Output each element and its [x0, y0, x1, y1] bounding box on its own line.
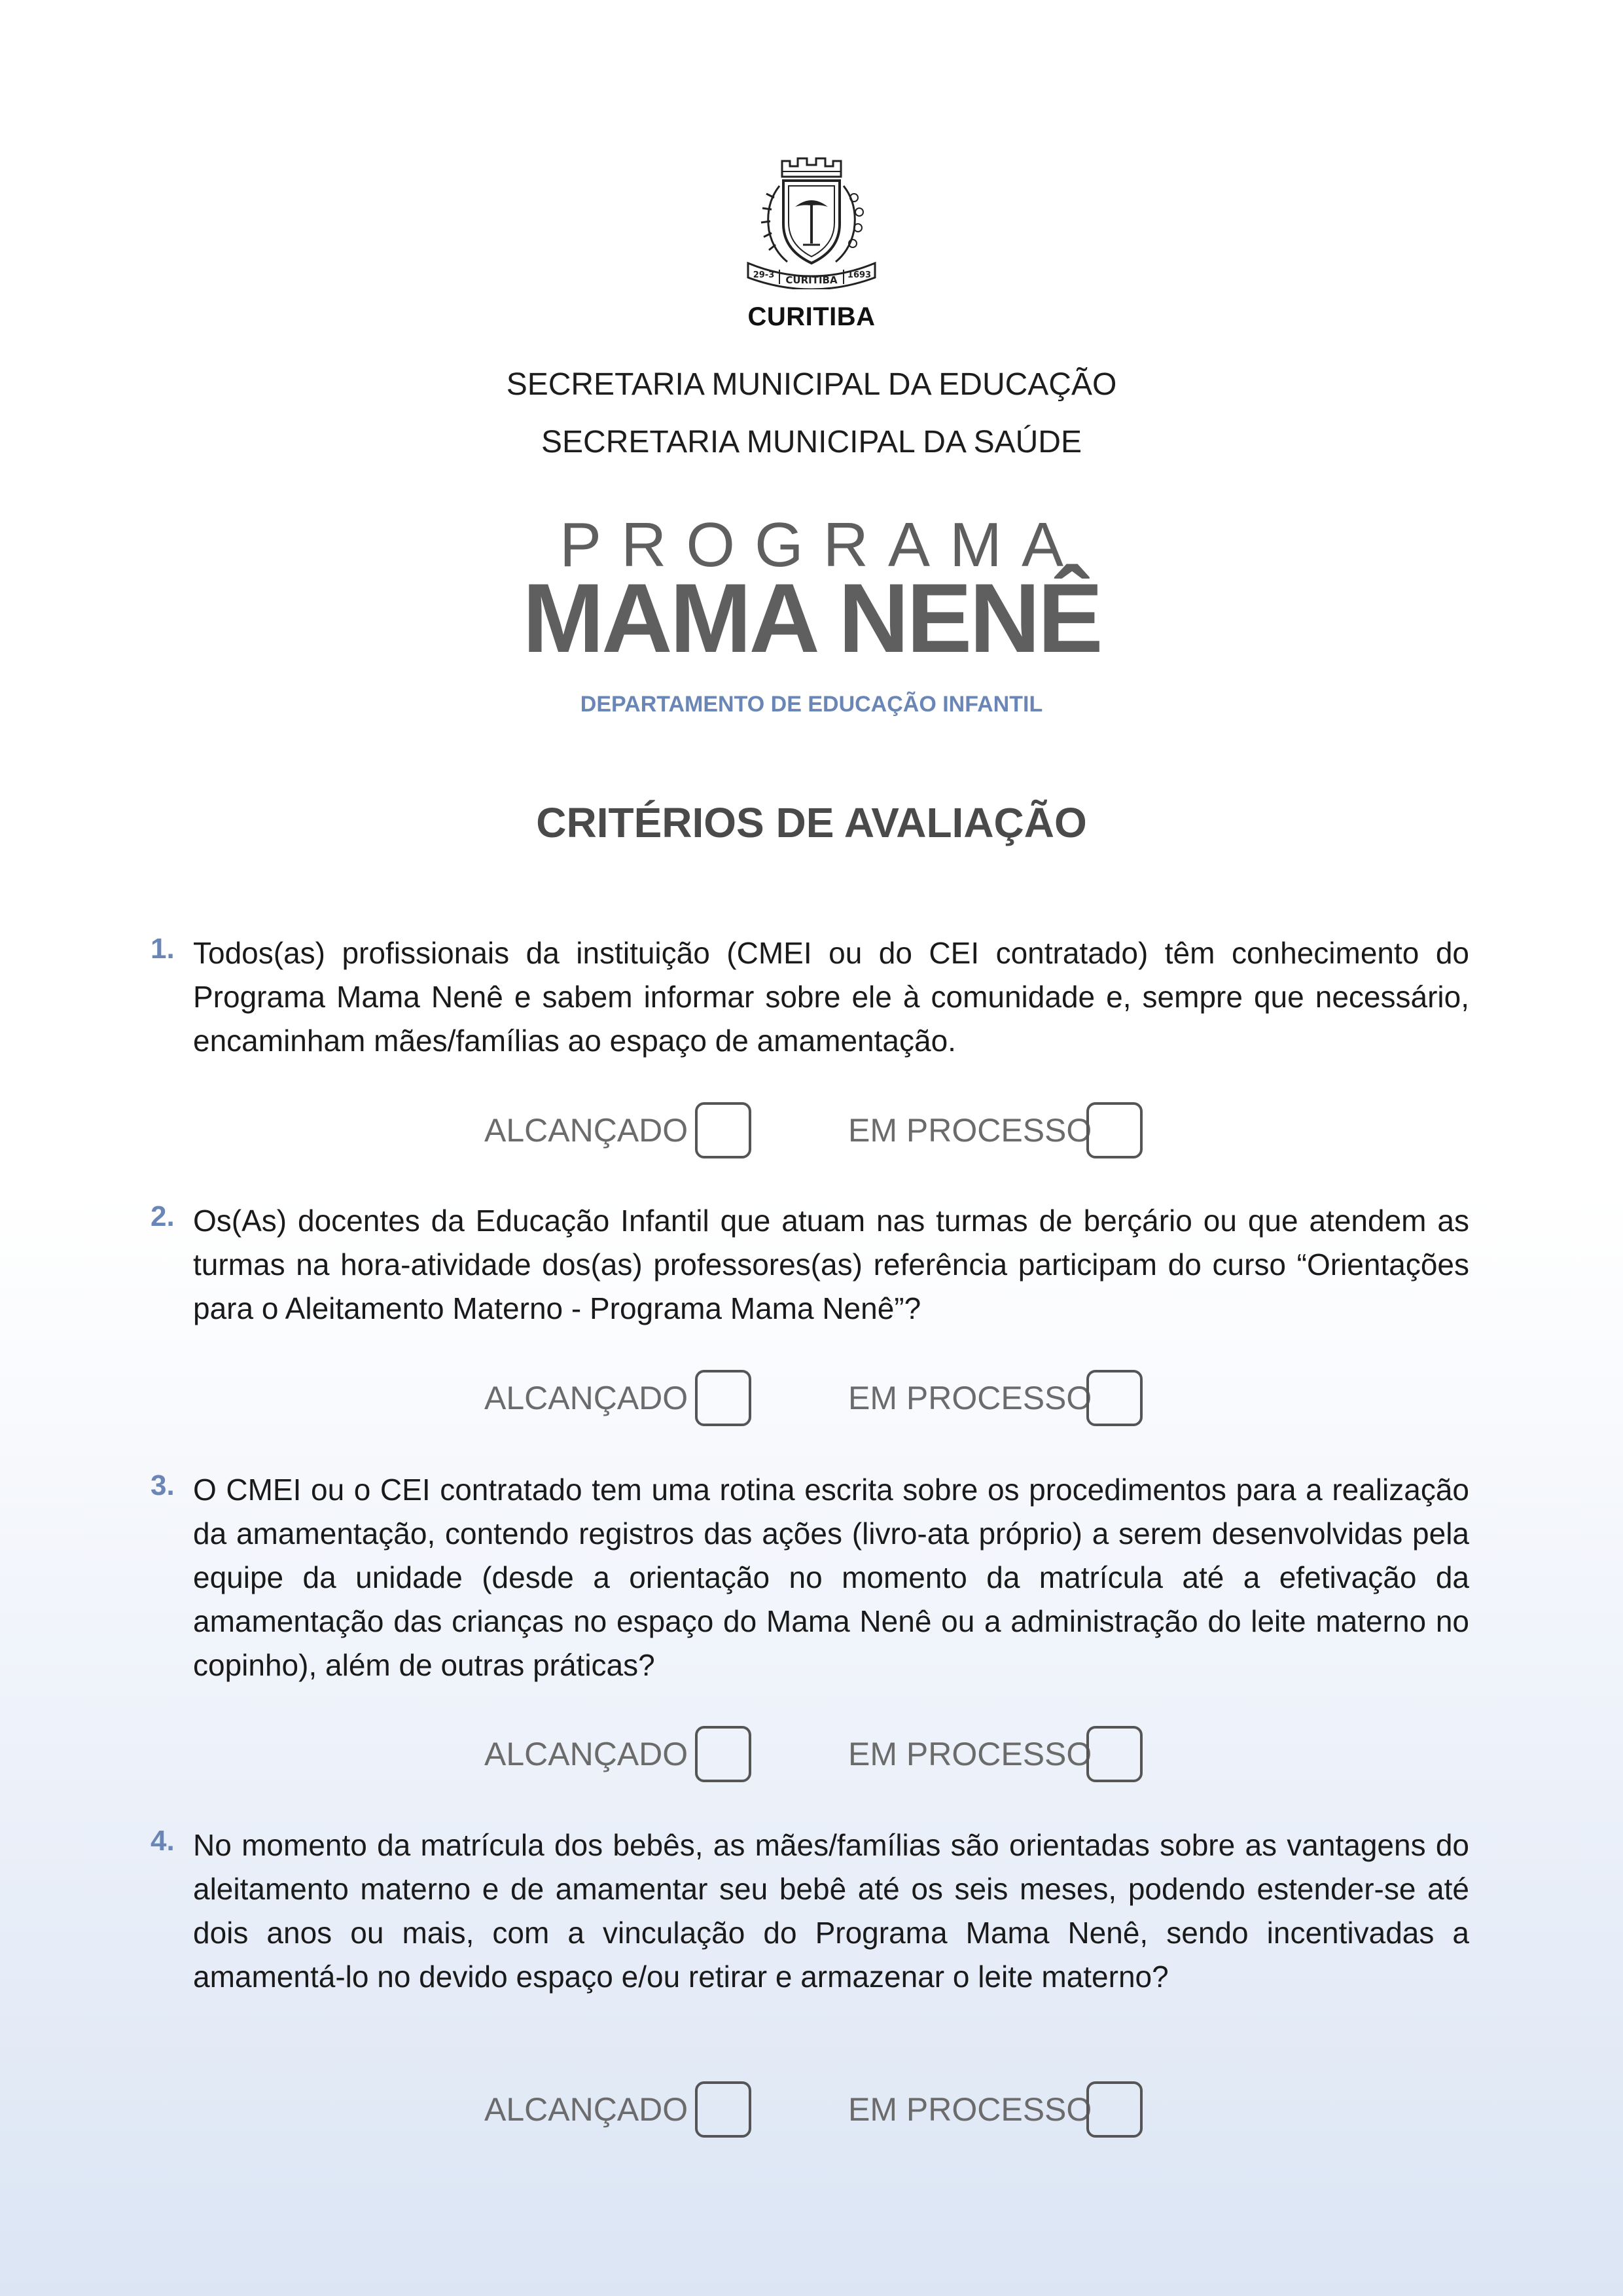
secretaria-saude: SECRETARIA MUNICIPAL DA SAÚDE	[541, 425, 1082, 459]
svg-text:1693: 1693	[847, 270, 872, 280]
achieved-label: ALCANÇADO	[484, 1112, 688, 1149]
curitiba-coat-of-arms-logo	[736, 152, 887, 289]
criterion-text: O CMEI ou o CEI contratado tem uma rotina escrita sobre os procedimentos para a realização da amamentação, contendo registros das ações (livro-ata próprio) a serem desenvolvidas pela equipe da unidade (desde a orientação no momento da matrícula até a efetivação da amamentação das crianças no espaço do Mama Nenê ou a administração do leite materno no copinho), além de outras práticas?	[193, 1473, 1469, 1682]
in-progress-label: EM PROCESSO	[848, 1112, 1092, 1149]
section-title: CRITÉRIOS DE AVALIAÇÃO	[536, 799, 1087, 846]
in-progress-checkbox[interactable]	[1086, 1726, 1143, 1782]
criterion-number: 2.	[151, 1200, 175, 1232]
achieved-label: ALCANÇADO	[484, 1380, 688, 1416]
criterion-text: Os(As) docentes da Educação Infantil que atuam nas turmas de berçário ou que atendem as turmas na hora-atividade dos(as) professores(as) referência participam do curso “Orientações para o Aleitamento Materno - Programa Mama Nenê”?	[193, 1204, 1469, 1325]
program-title-big: MAMA NENÊ	[522, 563, 1101, 673]
in-progress-label: EM PROCESSO	[848, 2091, 1092, 2128]
achieved-checkbox[interactable]	[695, 1102, 751, 1158]
criterion-options	[0, 1726, 1623, 1786]
achieved-label: ALCANÇADO	[484, 1736, 688, 1772]
criterion-number: 3.	[151, 1469, 175, 1501]
achieved-label: ALCANÇADO	[484, 2091, 688, 2128]
achieved-checkbox[interactable]	[695, 1370, 751, 1426]
in-progress-label: EM PROCESSO	[848, 1736, 1092, 1772]
criterion-text: Todos(as) profissionais da instituição (CMEI ou do CEI contratado) têm conhecimento do Programa Mama Nenê e sabem informar sobre ele à comunidade e, sempre que necessário, encaminham mães/famílias ao espaço de amamentação.	[193, 936, 1469, 1058]
achieved-checkbox[interactable]	[695, 1726, 751, 1782]
program-title-small: PROGRAMA	[559, 510, 1084, 580]
criterion-options	[0, 1370, 1623, 1430]
criterion-options	[0, 2081, 1623, 2142]
achieved-checkbox[interactable]	[695, 2081, 751, 2138]
in-progress-checkbox[interactable]	[1086, 2081, 1143, 2138]
svg-text:29-3: 29-3	[753, 270, 775, 280]
coat-of-arms-icon	[736, 152, 887, 289]
criterion-text: No momento da matrícula dos bebês, as mães/famílias são orientadas sobre as vantagens do aleitamento materno e de amamentar seu bebê até os seis meses, podendo estender-se até dois anos ou mais, com a vinculação do Programa Mama Nenê, sendo incentivadas a amamentá-lo no devido espaço e/ou retirar e armazenar o leite materno?	[193, 1828, 1469, 1994]
secretaria-educacao: SECRETARIA MUNICIPAL DA EDUCAÇÃO	[506, 367, 1117, 402]
in-progress-checkbox[interactable]	[1086, 1102, 1143, 1158]
criterion-number: 1.	[151, 933, 175, 965]
in-progress-checkbox[interactable]	[1086, 1370, 1143, 1426]
criterion-number: 4.	[151, 1825, 175, 1857]
city-name: CURITIBA	[747, 302, 876, 331]
in-progress-label: EM PROCESSO	[848, 1380, 1092, 1416]
svg-text:CURITIBA: CURITIBA	[785, 274, 838, 286]
department-name: DEPARTAMENTO DE EDUCAÇÃO INFANTIL	[580, 692, 1043, 717]
criterion-options	[0, 1102, 1623, 1162]
